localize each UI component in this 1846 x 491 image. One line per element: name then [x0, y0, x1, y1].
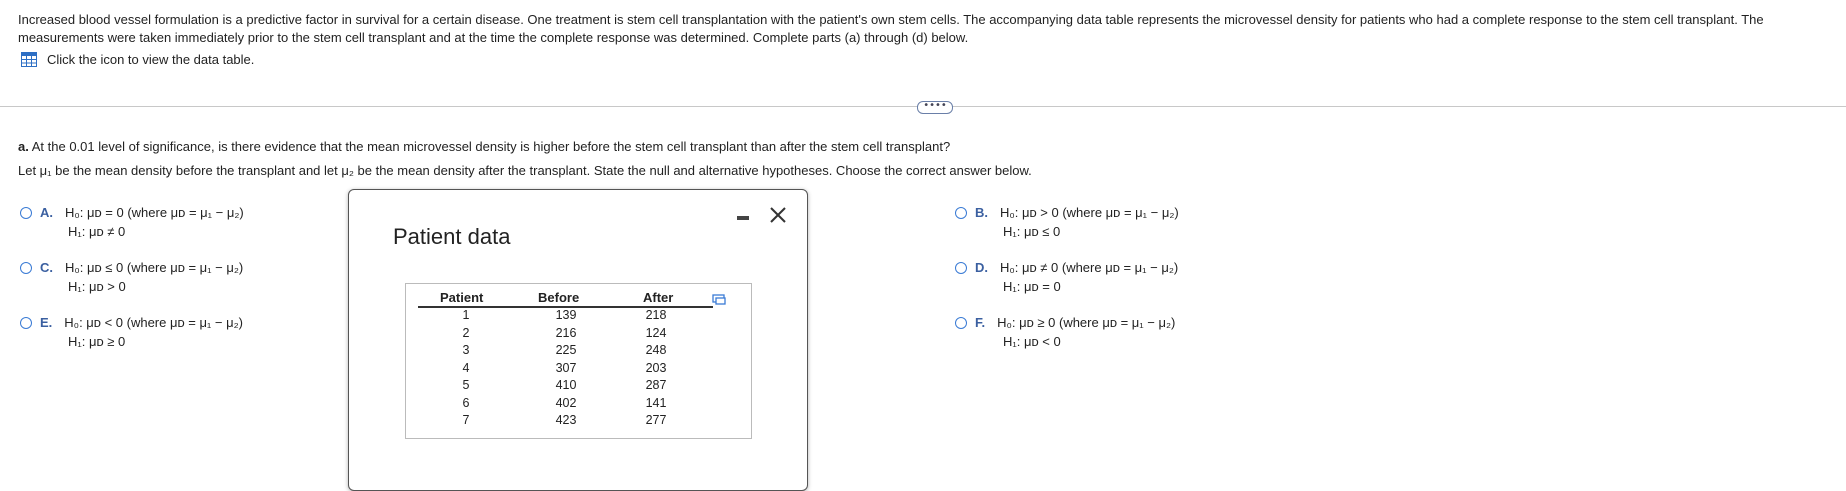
after-cell: 277 [645, 413, 667, 427]
after-cell: 203 [645, 360, 667, 375]
after-cell: 141 [645, 395, 667, 410]
radio-f[interactable] [955, 317, 967, 329]
table-icon[interactable] [21, 52, 37, 67]
minimize-button[interactable] [737, 216, 749, 220]
header-before: Before [538, 290, 580, 305]
before-cell: 423 [555, 413, 577, 427]
option-h0: H₀: μᴅ < 0 (where μᴅ = μ₁ − μ₂) [64, 315, 243, 330]
option-letter: B. [975, 205, 988, 220]
option-h0: H₀: μᴅ ≥ 0 (where μᴅ = μ₁ − μ₂) [997, 315, 1176, 330]
option-d[interactable] [955, 258, 1178, 296]
radio-b[interactable] [955, 207, 967, 219]
question-text: At the 0.01 level of significance, is there evidence that the mean microvessel density is higher before the stem cell transplant than after the stem cell transplant? [31, 139, 951, 154]
patient-cell: 5 [462, 378, 470, 392]
before-cell: 139 [555, 308, 577, 322]
before-cell: 225 [555, 343, 577, 357]
option-letter: F. [975, 315, 986, 330]
option-e[interactable] [20, 313, 243, 351]
before-cell: 410 [555, 378, 577, 392]
radio-a[interactable] [20, 207, 32, 219]
patient-data-dialog [348, 189, 808, 491]
patient-cell: 6 [462, 395, 470, 410]
option-letter: D. [975, 260, 988, 275]
option-a[interactable] [20, 203, 244, 241]
option-h1: H₁: μᴅ > 0 [68, 279, 126, 294]
option-c[interactable] [20, 258, 243, 296]
radio-e[interactable] [20, 317, 32, 329]
option-b[interactable] [955, 203, 1179, 241]
problem-statement: Increased blood vessel formulation is a predictive factor in survival for a certain disease. One treatment is stem cell transplantation with the patient's own stem cells. The accompanying data table represents the microvessel density for patients who had a complete response to the stem cell transplant. The measurements were taken immediately prior to the stem cell transplant and at the time the complete response was determined. Complete parts (a) through (d) below. [18, 12, 1764, 45]
header-after: After [643, 290, 674, 305]
icon-link-label: Click the icon to view the data table. [47, 52, 255, 67]
patient-cell: 7 [462, 413, 470, 427]
before-cell: 307 [555, 360, 577, 375]
radio-d[interactable] [955, 262, 967, 274]
header-patient: Patient [440, 290, 484, 305]
before-cell: 216 [555, 325, 577, 340]
after-cell: 124 [645, 325, 667, 340]
patient-cell: 1 [462, 308, 470, 322]
radio-c[interactable] [20, 262, 32, 274]
after-cell: 287 [645, 378, 667, 392]
option-h1: H₁: μᴅ ≠ 0 [68, 224, 126, 239]
option-h0: H₀: μᴅ > 0 (where μᴅ = μ₁ − μ₂) [1000, 205, 1179, 220]
option-h0: H₀: μᴅ = 0 (where μᴅ = μ₁ − μ₂) [65, 205, 244, 220]
option-h1: H₁: μᴅ = 0 [1003, 279, 1061, 294]
let-statement: Let μ₁ be the mean density before the transplant and let μ₂ be the mean density after the transplant. State the null and alternative hypotheses. Choose the correct answer below. [18, 163, 1032, 178]
option-h0: H₀: μᴅ ≤ 0 (where μᴅ = μ₁ − μ₂) [65, 260, 244, 275]
option-letter: C. [40, 260, 53, 275]
option-f[interactable] [955, 313, 1175, 351]
question-a [18, 139, 950, 154]
close-icon[interactable] [767, 204, 789, 226]
view-data-table-link[interactable] [21, 52, 254, 67]
option-h1: H₁: μᴅ ≤ 0 [1003, 224, 1061, 239]
option-letter: A. [40, 205, 53, 220]
patient-cell: 3 [462, 343, 470, 357]
option-letter: E. [40, 315, 53, 330]
copy-icon[interactable] [712, 294, 726, 306]
patient-cell: 2 [462, 325, 470, 340]
patient-cell: 4 [462, 360, 470, 375]
before-cell: 402 [555, 395, 577, 410]
question-label: a. [18, 139, 29, 154]
option-h1: H₁: μᴅ ≥ 0 [68, 334, 126, 349]
expand-button[interactable]: •••• [917, 101, 953, 114]
after-cell: 218 [645, 308, 667, 322]
after-cell: 248 [645, 343, 667, 357]
dialog-title: Patient data [393, 224, 511, 249]
option-h0: H₀: μᴅ ≠ 0 (where μᴅ = μ₁ − μ₂) [1000, 260, 1179, 275]
patient-data-table [405, 283, 752, 439]
option-h1: H₁: μᴅ < 0 [1003, 334, 1061, 349]
